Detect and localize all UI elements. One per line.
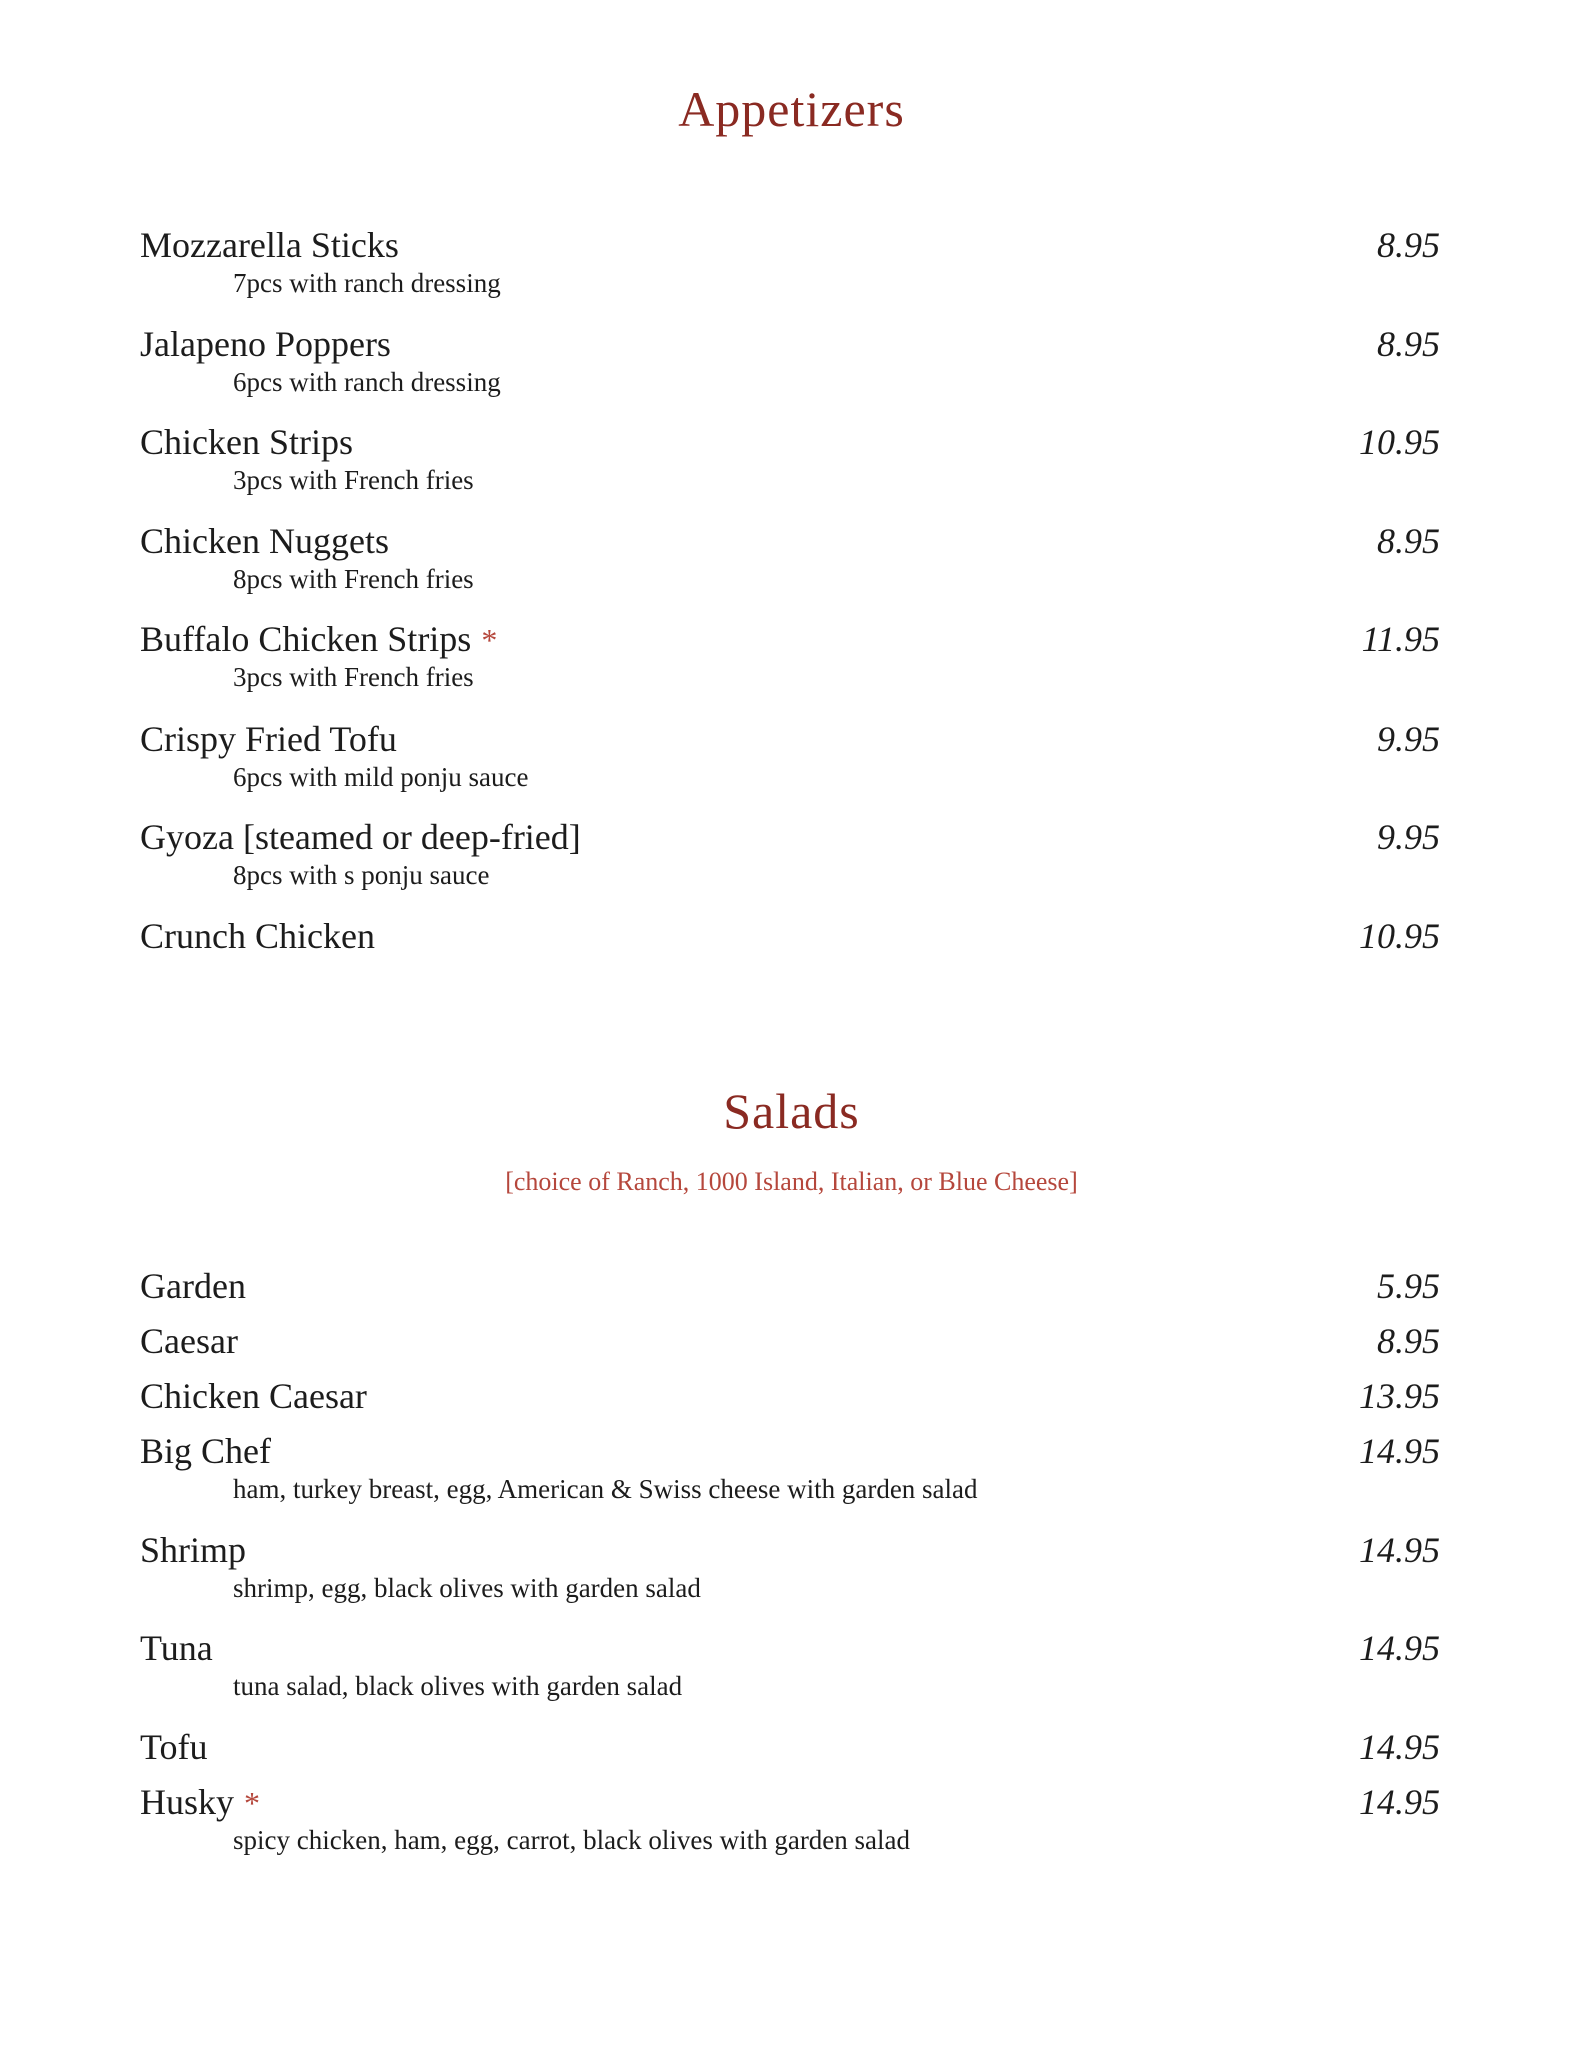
item-price: 10.95 xyxy=(1359,916,1440,956)
spicy-star-icon: * xyxy=(244,1785,261,1821)
item-name: Gyoza [steamed or deep-fried] xyxy=(140,817,581,857)
item-name: Garden xyxy=(140,1266,246,1306)
menu-item xyxy=(140,421,1440,496)
item-name: Shrimp xyxy=(140,1530,247,1570)
item-name: Buffalo Chicken Strips xyxy=(140,619,472,659)
menu-item xyxy=(140,323,1440,398)
menu-item xyxy=(140,1529,1440,1604)
menu-item xyxy=(140,1430,1440,1505)
item-name: Chicken Caesar xyxy=(140,1376,367,1416)
item-name: Chicken Nuggets xyxy=(140,521,389,561)
item-description: 6pcs with mild ponju sauce xyxy=(233,762,529,792)
salads-dressing-note: [choice of Ranch, 1000 Island, Italian, or Blue Cheese] xyxy=(505,1167,1078,1196)
item-price: 14.95 xyxy=(1359,1431,1440,1471)
item-description: 6pcs with ranch dressing xyxy=(233,367,501,397)
menu-item xyxy=(140,816,1440,891)
item-name: Tofu xyxy=(140,1727,208,1767)
item-name: Husky xyxy=(140,1782,235,1822)
item-description: shrimp, egg, black olives with garden salad xyxy=(233,1573,701,1603)
appetizers-title: Appetizers xyxy=(678,81,905,137)
item-description: ham, turkey breast, egg, American & Swiss cheese with garden salad xyxy=(233,1474,978,1504)
item-description: 7pcs with ranch dressing xyxy=(233,268,501,298)
menu-item xyxy=(140,1265,1440,1307)
menu-item xyxy=(140,1726,1440,1768)
item-name: Chicken Strips xyxy=(140,422,353,462)
item-name: Crunch Chicken xyxy=(140,916,375,956)
item-price: 14.95 xyxy=(1359,1727,1440,1767)
item-description: 8pcs with s ponju sauce xyxy=(233,860,490,890)
item-price: 14.95 xyxy=(1359,1782,1440,1822)
item-price: 14.95 xyxy=(1359,1530,1440,1570)
menu-item xyxy=(140,1781,1440,1856)
item-name: Jalapeno Poppers xyxy=(140,324,391,364)
salads-title: Salads xyxy=(723,1083,860,1139)
item-name: Big Chef xyxy=(140,1431,271,1471)
item-description: 3pcs with French fries xyxy=(233,465,474,495)
item-price: 9.95 xyxy=(1377,817,1440,857)
menu-item xyxy=(140,1627,1440,1702)
item-price: 10.95 xyxy=(1359,422,1440,462)
item-price: 11.95 xyxy=(1361,619,1440,659)
menu-item xyxy=(140,1320,1440,1362)
item-price: 13.95 xyxy=(1359,1376,1440,1416)
item-description: spicy chicken, ham, egg, carrot, black olives with garden salad xyxy=(233,1825,911,1855)
item-price: 14.95 xyxy=(1359,1628,1440,1668)
spicy-star-icon: * xyxy=(481,622,498,658)
item-name: Crispy Fried Tofu xyxy=(140,719,397,759)
item-price: 8.95 xyxy=(1377,1321,1440,1361)
menu-item xyxy=(140,520,1440,595)
item-description: 3pcs with French fries xyxy=(233,662,474,692)
item-price: 8.95 xyxy=(1377,324,1440,364)
item-price: 5.95 xyxy=(1377,1266,1440,1306)
item-name: Caesar xyxy=(140,1321,238,1361)
item-name: Tuna xyxy=(140,1628,213,1668)
item-description: tuna salad, black olives with garden salad xyxy=(233,1671,683,1701)
menu-item xyxy=(140,718,1440,793)
menu-item xyxy=(140,915,1440,957)
item-name: Mozzarella Sticks xyxy=(140,225,399,265)
item-price: 8.95 xyxy=(1377,521,1440,561)
menu-item xyxy=(140,224,1440,299)
item-price: 9.95 xyxy=(1377,719,1440,759)
item-description: 8pcs with French fries xyxy=(233,564,474,594)
menu-item xyxy=(140,1375,1440,1417)
menu-item xyxy=(140,618,1440,693)
item-price: 8.95 xyxy=(1377,225,1440,265)
